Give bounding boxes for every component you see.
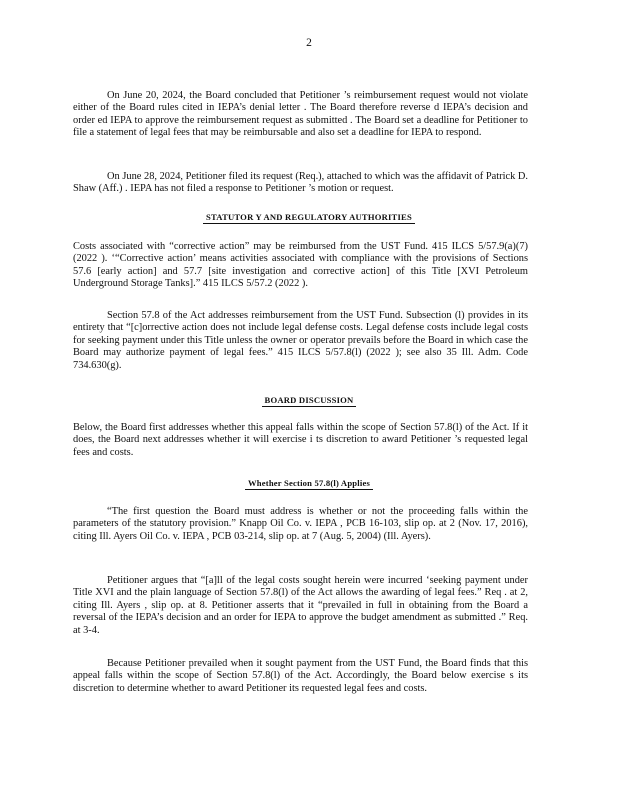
board-discussion-paragraph: Below, the Board first addresses whether this appeal falls within the scope of Section 57.8(l) of the Act. If it does, the Board next addresses whether it will exercise i ts discretion to award Petitioner ’s requested legal fees and costs. [73,422,528,458]
page-number: 2 [306,37,312,49]
statutory-paragraph-2: Section 57.8 of the Act addresses reimbursement from the UST Fund. Subsection (l) provides in its entirety that “[c]orrective action does not include legal defense costs. Legal defense costs include legal costs for seeking payment under this Title unless the owner or operator prevails before the Board in which case the Board may authorize payment of legal fees.” 415 ILCS 5/57.8(l) (2022 ); see also 35 Ill. Adm. Code 734.630(g). [73,310,528,371]
procedural-paragraph-2: On June 28, 2024, Petitioner filed its request (Req.), attached to which was the affidavit of Patrick D. Shaw (Aff.) . IEPA has not filed a response to Petitioner ’s motion or request. [73,171,528,195]
whether-paragraph-1: “The first question the Board must address is whether or not the proceeding falls within the parameters of the statutory provision.” Knapp Oil Co. v. IEPA , PCB 16-103, slip op. at 2 (Nov. 17, 2016), citing Ill. Ayers Oil Co. v. IEPA , PCB 03-214, slip op. at 7 (Aug. 5, 2004) (Ill. Ayers). [73,506,528,542]
heading-whether-applies: Whether Section 57.8(l) Applies [0,478,618,488]
whether-paragraph-3: Because Petitioner prevailed when it sought payment from the UST Fund, the Board finds that this appeal falls within the scope of Section 57.8(l) of the Act. Accordingly, the Board below exercise s its discretion to determine whether to award Petitioner its requested legal fees and costs. [73,658,528,694]
statutory-paragraph-1: Costs associated with “corrective action” may be reimbursed from the UST Fund. 415 ILCS 5/57.9(a)(7) (2022 ). ‘“Corrective action’ means activities associated with compliance with the provisions of Sections 57.6 [early action] and 57.7 [site investigation and corrective action] of this Title [XVI Petroleum Underground Storage Tanks].” 415 ILCS 5/57.2 (2022 ). [73,241,528,290]
heading-board-discussion: BOARD DISCUSSION [0,395,618,405]
whether-paragraph-2: Petitioner argues that “[a]ll of the legal costs sought herein were incurred ‘seeking payment under Title XVI and the plain language of Section 57.8(l) of the Act allows the awarding of legal fees.” Req . at 2, citing Ill. Ayers , slip op. at 8. Petitioner asserts that it “prevailed in full in obtaining from the Board a reversal of the IEPA’s decision and an order for IEPA to approve the budget amendment as submitted .” Req. at 3-4. [73,575,528,636]
heading-statutory-authorities: STATUTOR Y AND REGULATORY AUTHORITIES [0,212,618,222]
procedural-paragraph-1: On June 20, 2024, the Board concluded that Petitioner ’s reimbursement request would not violate either of the Board rules cited in IEPA’s denial letter . The Board therefore reverse d IEPA’s decision and order ed IEPA to approve the reimbursement request as submitted . The Board set a deadline for Petitioner to file a statement of legal fees that may be reimbursable and also set a deadline for IEPA to respond. [73,90,528,139]
